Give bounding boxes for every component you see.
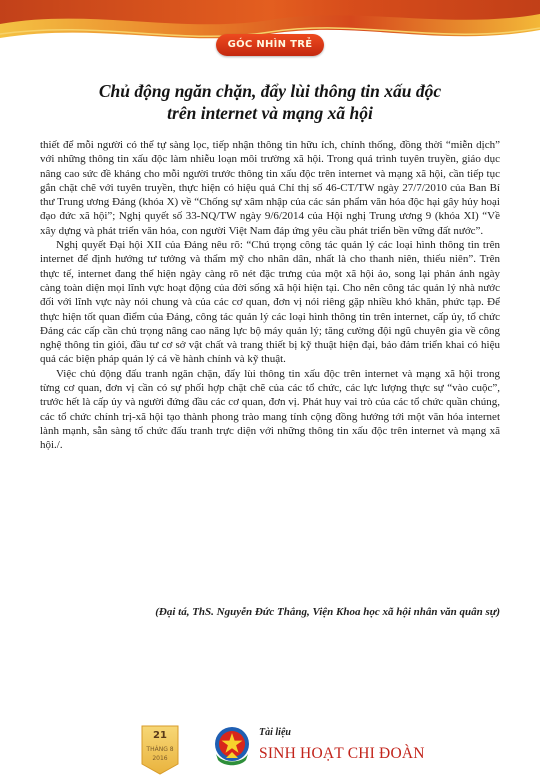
header-band [0, 0, 540, 62]
page-number: 21 [153, 730, 167, 741]
section-label-badge: GÓC NHÌN TRẺ [216, 34, 324, 56]
article-title-line2: trên internet và mạng xã hội [167, 103, 373, 123]
article-paragraph: thiết để mỗi người có thể tự sàng lọc, tiếp nhận thông tin hữu ích, chính thống, đồng thời “miễn dịch” với những thông tin xấu độc làm nhiễu loạn môi trường xã hội. Trong quá trình tuyên truyền, giáo dục nâng cao sức đề kháng cho mỗi người trước thông tin xấu độc trên internet và mạng xã hội, cần tiếp tục gắn chặt chẽ với tuyên truyền, thực hiện có hiệu quả Chỉ thị số 46-CT/TW ngày 27/7/2010 của Ban Bí thư Trung ương Đảng (khóa X) về “Chống sự xâm nhập của các sản phẩm văn hóa độc hại gây hủy hoại đạo đức xã hội”; Nghị quyết số 33-NQ/TW ngày 9/6/2014 của Hội nghị Trung ương 9 (khóa XI) “Về xây dựng và phát triển văn hóa, con người Việt Nam đáp ứng yêu cầu phát triển bền vững đất nước”. [40, 139, 500, 237]
article-body [40, 138, 500, 453]
author-signature: (Đại tá, ThS. Nguyễn Đức Thắng, Viện Khoa học xã hội nhân văn quân sự) [155, 606, 500, 618]
publication-label: Tài liệu [259, 727, 291, 738]
article-paragraph: Việc chủ động đấu tranh ngăn chặn, đẩy lùi thông tin xấu độc trên internet và mạng xã hội trong từng cơ quan, đơn vị cần có sự phối hợp chặt chẽ của các tổ chức, các lực lượng thực sự “vào cuộc”, trước hết là cấp ủy và người đứng đầu các cơ quan, đơn vị. Phát huy vai trò của các tổ chức quần chúng, các tổ chức chính trị-xã hội tạo thành phong trào mang tính cộng đồng hướng tới một văn hóa internet lành mạnh, sẵn sàng tổ chức đấu tranh trực diện với những thông tin xấu độc trên internet và mạng xã hội./. [40, 367, 500, 452]
article-paragraph: Nghị quyết Đại hội XII của Đảng nêu rõ: “Chú trọng công tác quản lý các loại hình thông tin trên internet để định hướng tư tưởng và thẩm mỹ cho nhân dân, nhất là cho thanh niên, thiếu niên”. Trên thực tế, internet đang thể hiện ngày càng rõ nét đặc trưng của một xã hội ảo, song lại phản ánh ngày càng toàn diện mọi lĩnh vực hoạt động của đời sống xã hội hiện tại. Cho nên công tác quản lý nhà nước đối với lĩnh vực này nói chung và của các cơ quan, đơn vị nói riêng gặp nhiều khó khăn, phức tạp. Để thực hiện tốt quan điểm của Đảng, công tác quản lý các loại hình thông tin trên internet, cấp ủy, tổ chức Đảng các cấp cần chủ trọng nâng cao năng lực bộ máy quản lý; tăng cường đội ngũ chuyên gia về công nghệ thông tin giỏi, đầu tư cơ sở vật chất và trang thiết bị kỹ thuật hiện đại, bảo đảm triển khai có hiệu quả các biện pháp quản lý cả về hành chính và kỹ thuật. [40, 239, 500, 366]
article-title [40, 80, 500, 124]
youth-union-emblem-icon [212, 724, 252, 768]
page-number-badge [138, 724, 182, 776]
issue-month: THÁNG 8 [146, 746, 174, 753]
issue-year: 2016 [152, 755, 168, 762]
article-title-line1: Chủ động ngăn chặn, đẩy lùi thông tin xấu độc [98, 81, 442, 101]
publication-title: SINH HOẠT CHI ĐOÀN [259, 745, 425, 762]
